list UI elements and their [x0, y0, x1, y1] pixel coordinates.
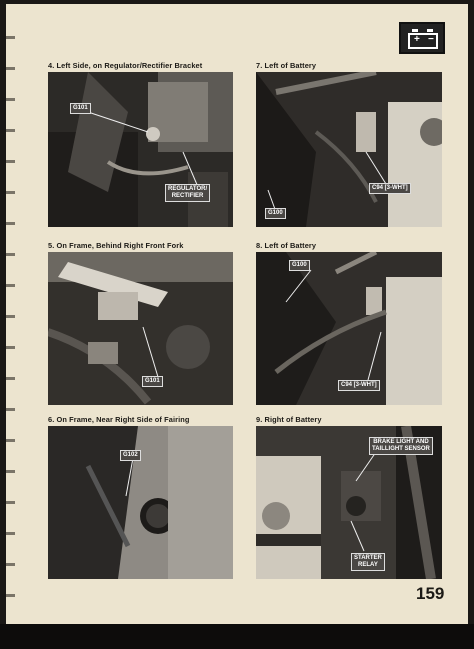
label-g100: G100 — [265, 208, 286, 219]
figure-5-photo — [48, 252, 233, 405]
figure-8-caption: 8. Left of Battery — [256, 241, 317, 250]
figure-8-photo — [256, 252, 442, 405]
figure-6-caption: 6. On Frame, Near Right Side of Fairing — [48, 415, 190, 424]
label-c94-3wht: C94 [3-WHT] — [369, 183, 411, 194]
label-regulator-rectifier: REGULATOR/ RECTIFIER — [165, 184, 210, 202]
figure-9-caption: 9. Right of Battery — [256, 415, 322, 424]
label-c94-3wht-b: C94 [3-WHT] — [338, 380, 380, 391]
label-g102: G102 — [120, 450, 141, 461]
figure-7-photo — [256, 72, 442, 227]
page-number: 159 — [416, 584, 445, 603]
battery-plus: + — [414, 34, 420, 45]
label-g100-b: G100 — [289, 260, 310, 271]
label-brake-light-sensor: BRAKE LIGHT AND TAILLIGHT SENSOR — [369, 437, 433, 455]
battery-minus: − — [428, 34, 434, 45]
manual-page — [6, 4, 468, 624]
figure-4-caption: 4. Left Side, on Regulator/Rectifier Bracket — [48, 61, 203, 70]
label-g101-b: G101 — [142, 376, 163, 387]
figure-5-caption: 5. On Frame, Behind Right Front Fork — [48, 241, 184, 250]
label-g101: G101 — [70, 103, 91, 114]
binder-holes — [6, 14, 15, 614]
scan-bottom-edge — [0, 624, 474, 649]
figure-6-photo — [48, 426, 233, 579]
battery-icon — [399, 22, 445, 54]
figure-9-photo — [256, 426, 442, 579]
label-starter-relay: STARTER RELAY — [351, 553, 385, 571]
figure-4-photo — [48, 72, 233, 227]
figure-7-caption: 7. Left of Battery — [256, 61, 317, 70]
